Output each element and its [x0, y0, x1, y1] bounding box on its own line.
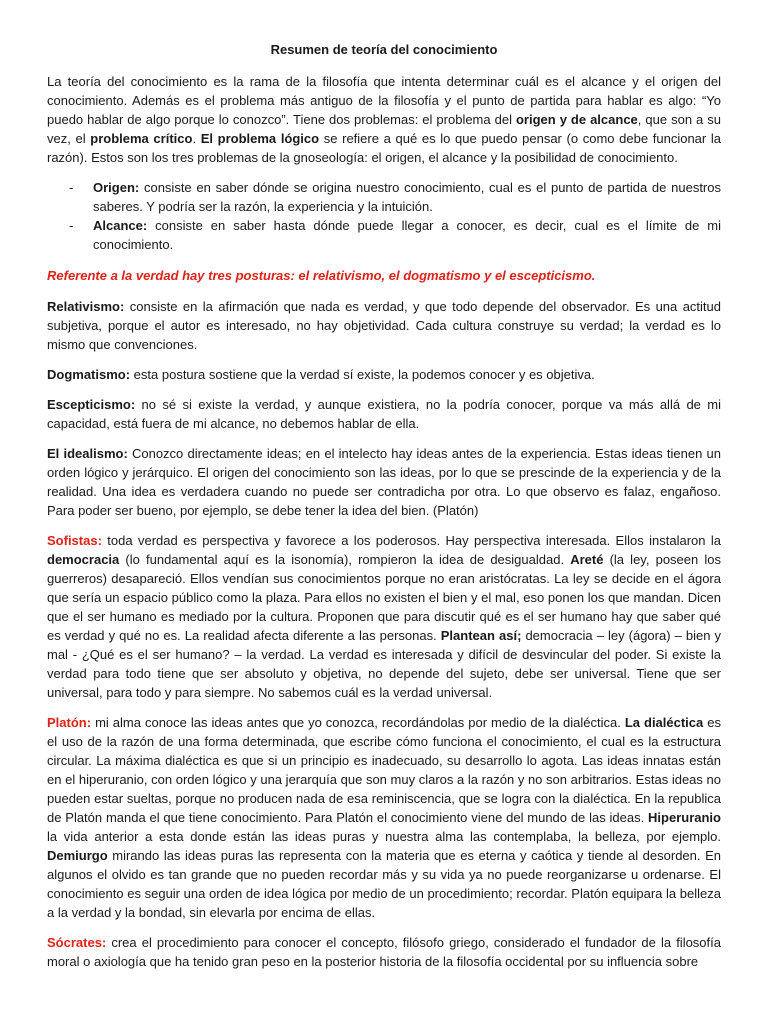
dogmatismo-text: esta postura sostiene que la verdad sí existe, la podemos conocer y es objetiva.: [130, 367, 595, 382]
relativismo-paragraph: [47, 297, 721, 354]
sofistas-text-2: (lo fundamental aquí es la isonomía), rompieron la idea de desigualdad.: [119, 552, 571, 567]
idealismo-text: Conozco directamente ideas; en el intelecto hay ideas antes de la experiencia. Estas ideas tienen un orden lógico y jerárquico. El origen del conocimiento son las ideas, por lo que se prescinde de la experiencia y de la realidad. Una idea es verdadera cuando no puede ser contradicha por otra. Lo que observo es falaz, engañoso. Para poder ser bueno, por ejemplo, se debe tener la idea del bien. (Platón): [47, 446, 721, 518]
list-dash: -: [69, 218, 74, 233]
platon-text-4: mirando las ideas puras las representa con la materia que es eterna y caótica y tiende al desorden. En algunos el olvido es tan grande que no pueden recordar más y su vida ya no puede reorganizarse u ordenarse. El conocimiento es seguir una orden de idea lógica por medio de un procedimiento; recordar. Platón equipara la belleza a la verdad y la bondad, sin elevarla por encima de ellas.: [47, 848, 721, 920]
intro-text-3: .: [192, 131, 201, 146]
sofistas-bold-2: Areté: [570, 552, 604, 567]
list-item-origen: [47, 178, 721, 216]
platon-bold-2: Hiperuranio: [648, 810, 721, 825]
sofistas-text-1: toda verdad es perspectiva y favorece a los poderosos. Hay perspectiva interesada. Ellos instalaron la: [101, 533, 721, 548]
intro-paragraph: [47, 72, 721, 167]
postures-heading: Referente a la verdad hay tres posturas: el relativismo, el dogmatismo y el escepticismo.: [47, 268, 596, 283]
platon-text-3: la vida anterior a esta donde están las ideas puras y nuestra alma las contemplaba, la belleza, por ejemplo.: [47, 829, 721, 844]
list-dash: -: [69, 180, 74, 195]
sofistas-term: Sofistas:: [47, 533, 102, 548]
sofistas-paragraph: [47, 531, 721, 702]
intro-text-1: La teoría del conocimiento es la rama de la filosofía que intenta determinar cuál es el alcance y el origen del conocimiento. Además es el problema más antiguo de la filosofía y el punto de partida para hablar es algo: “Yo puedo hablar de algo porque lo conozco”. Tiene dos problemas: el problema del: [47, 74, 721, 127]
sofistas-bold-1: democracia: [47, 552, 120, 567]
intro-bold-1: origen y de alcance: [515, 112, 638, 127]
platon-text-1: mi alma conoce las ideas antes que yo conozca, recordándolas por medio de la dialéctica.: [91, 715, 625, 730]
list-term: Alcance:: [93, 218, 148, 233]
idealismo-paragraph: [47, 444, 721, 520]
sofistas-text-4: democracia – ley (ágora) – bien y mal - ¿Qué es el ser humano? – la verdad. La verdad es interesada y difícil de desvincular del poder. Si existe la verdad para todo tiene que ser absoluto y objetiva, no depende del sujeto, debe ser universal. Tiene que ser universal, para todo y para siempre. No sabemos cuál es la verdad universal.: [47, 628, 722, 700]
escepticismo-text: no sé si existe la verdad, y aunque existiera, no la podría conocer, porque va más allá de mi capacidad, está fuera de mi alcance, no debemos hablar de ella.: [47, 397, 721, 431]
platon-paragraph: [47, 713, 721, 922]
problems-list: [47, 178, 721, 254]
idealismo-term: El idealismo:: [47, 446, 128, 461]
relativismo-text: consiste en la afirmación que nada es verdad, y que todo depende del observador. Es una actitud subjetiva, porque el autor es interesado, no hay objetividad. Cada cultura construye su verdad; la verdad es lo mismo que convenciones.: [47, 299, 721, 352]
list-item-alcance: [47, 216, 721, 254]
intro-bold-3: El problema lógico: [200, 131, 320, 146]
relativismo-term: Relativismo:: [47, 299, 125, 314]
document-title: Resumen de teoría del conocimiento: [270, 42, 498, 57]
intro-text-2: , que son a su vez, el: [47, 112, 722, 146]
socrates-term: Sócrates:: [47, 935, 107, 950]
sofistas-bold-3: Plantean así;: [440, 628, 522, 643]
dogmatismo-paragraph: [47, 365, 721, 384]
intro-text-4: se refiere a qué es lo que puedo pensar (o como debe funcionar la razón). Estos son los tres problemas de la gnoseología: el origen, el alcance y la posibilidad de conocimiento.: [47, 131, 721, 165]
platon-bold-1: La dialéctica: [624, 715, 704, 730]
platon-term: Platón:: [47, 715, 92, 730]
platon-bold-3: Demiurgo: [47, 848, 108, 863]
escepticismo-paragraph: [47, 395, 721, 433]
dogmatismo-term: Dogmatismo:: [47, 367, 131, 382]
platon-text-2: es el uso de la razón de una forma determinada, que escribe cómo funciona el conocimiento, el cual es la estructura circular. La máxima dialéctica es que si un principio es inadecuado, su desarrollo lo agota. Las ideas innatas están en el hiperuranio, con orden lógico y una jerarquía que son muy claros a la razón y no son arbitrarios. Estas ideas no pueden estar sueltas, porque no producen nada de esa reminiscencia, que se logra con la dialéctica. En la republica de Platón manda el que tiene conocimiento. Para Platón el conocimiento viene del mundo de las ideas.: [47, 715, 721, 825]
escepticismo-term: Escepticismo:: [47, 397, 136, 412]
list-text: consiste en saber dónde se origina nuestro conocimiento, cual es el punto de partida de nuestros saberes. Y podría ser la razón, la experiencia y la intuición.: [93, 180, 721, 214]
socrates-paragraph: [47, 933, 721, 971]
socrates-text: crea el procedimiento para conocer el concepto, filósofo griego, considerado el fundador de la filosofía moral o axiología que ha tenido gran peso en la posterior historia de la filosofía occidental por su influencia sobre: [47, 935, 721, 969]
sofistas-text-3: (la ley, poseen los guerreros) desapareció. Ellos vendían sus conocimientos porque no eran aristócratas. La ley se decide en el ágora que sería un espacio público como la plaza. Para ellos no existen el bien y el mal, eso ponen los que mandan. Dicen que el ser humano es mediado por la cultura. Proponen que para discutir qué es el ser humano hay que saber qué es verdad y qué no es. La realidad afecta diferente a las personas.: [47, 552, 721, 643]
intro-bold-2: problema crítico: [90, 131, 193, 146]
list-term: Origen:: [93, 180, 140, 195]
list-text: consiste en saber hasta dónde puede llegar a conocer, es decir, cual es el límite de mi conocimiento.: [93, 218, 721, 252]
